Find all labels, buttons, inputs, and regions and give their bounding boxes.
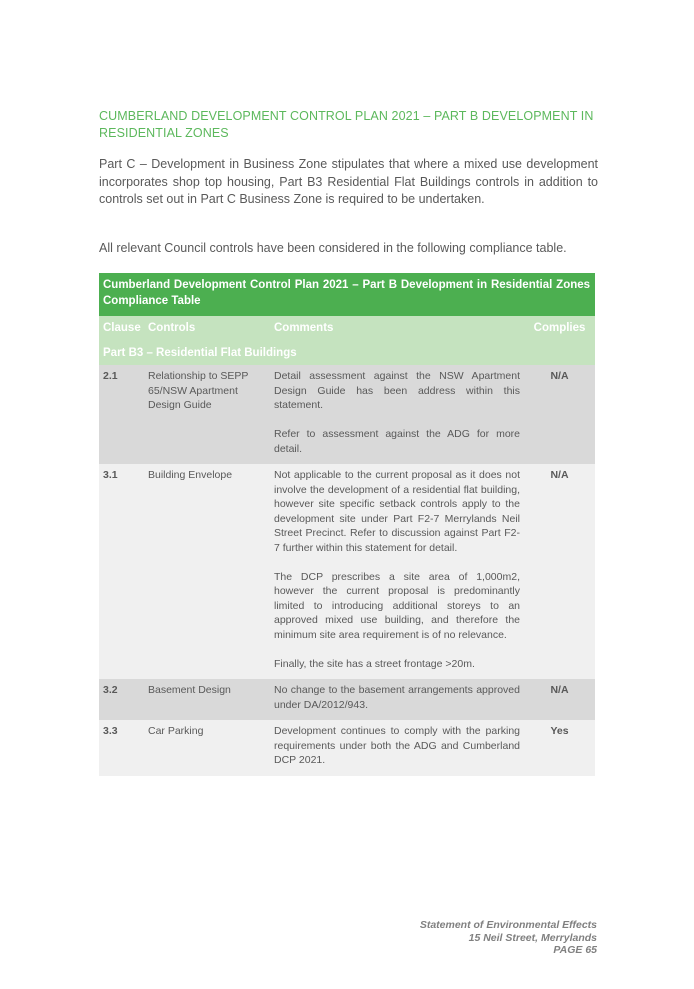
row-comment-text: The DCP prescribes a site area of 1,000m2, however the current proposal is predominantly limited to introducing additional storeys to an approved mixed use building, and therefore the minimum site area requirement is of no relevance. (274, 570, 520, 641)
row-comments (270, 679, 524, 720)
row-comment-text: Finally, the site has a street frontage >20m. (274, 657, 475, 670)
row-complies: N/A (524, 464, 595, 679)
row-control: Relationship to SEPP 65/NSW Apartment Design Guide (144, 365, 270, 464)
row-comment-text: Detail assessment against the NSW Apartment Design Guide has been address within this statement. (274, 370, 520, 411)
footer-page-number: PAGE 65 (553, 944, 597, 956)
row-complies: N/A (524, 365, 595, 464)
table-title (99, 273, 595, 316)
row-clause: 2.1 (99, 365, 144, 464)
table-title-text: Cumberland Development Control Plan 2021 – Part B Development in Residential Zones Compliance Table (103, 279, 591, 307)
footer-address: 15 Neil Street, Merrylands (468, 931, 597, 944)
intro-paragraph: Part C – Development in Business Zone stipulates that where a mixed use development incorporates shop top housing, Part B3 Residential Flat Buildings controls in addition to controls set out in Part C Business Zone is required to be undertaken. (99, 157, 598, 206)
row-comment-text: Not applicable to the current proposal as it does not involve the development of a residential flat building, however site specific setback controls apply to the development site under Part F2-7 Merrylands Neil Street Precinct. Refer to discussion against Part F2-7 further within this statement for detail. (274, 469, 520, 554)
row-comments (270, 464, 524, 679)
page-footer (420, 919, 597, 957)
row-clause: 3.1 (99, 464, 144, 679)
table-title-row (99, 273, 595, 316)
table-row (99, 365, 595, 464)
column-header-controls: Controls (144, 316, 270, 344)
footer-document-title: Statement of Environmental Effects (419, 919, 597, 931)
row-comment-text: Refer to assessment against the ADG for more detail. (274, 428, 520, 455)
row-comment-text: Development continues to comply with the parking requirements under both the ADG and Cumberland DCP 2021. (274, 725, 520, 766)
row-comment-text: No change to the basement arrangements approved under DA/2012/943. (274, 684, 520, 711)
table-row (99, 720, 595, 776)
table-header-row (99, 316, 595, 344)
summary-paragraph: All relevant Council controls have been considered in the following compliance table. (99, 241, 567, 255)
column-header-comments: Comments (270, 316, 524, 344)
column-header-clause: Clause (99, 316, 144, 344)
row-control: Car Parking (144, 720, 270, 776)
row-comments (270, 365, 524, 464)
section-label: Part B3 – Residential Flat Buildings (99, 344, 595, 365)
row-control: Building Envelope (144, 464, 270, 679)
column-header-complies: Complies (524, 316, 595, 344)
compliance-table (99, 273, 595, 776)
row-complies: Yes (524, 720, 595, 776)
row-clause: 3.2 (99, 679, 144, 720)
table-row (99, 464, 595, 679)
row-comments (270, 720, 524, 776)
table-row (99, 679, 595, 720)
row-complies: N/A (524, 679, 595, 720)
section-heading: CUMBERLAND DEVELOPMENT CONTROL PLAN 2021 – PART B DEVELOPMENT IN RESIDENTIAL ZONES (99, 109, 594, 140)
row-clause: 3.3 (99, 720, 144, 776)
row-control: Basement Design (144, 679, 270, 720)
table-section-row (99, 344, 595, 365)
